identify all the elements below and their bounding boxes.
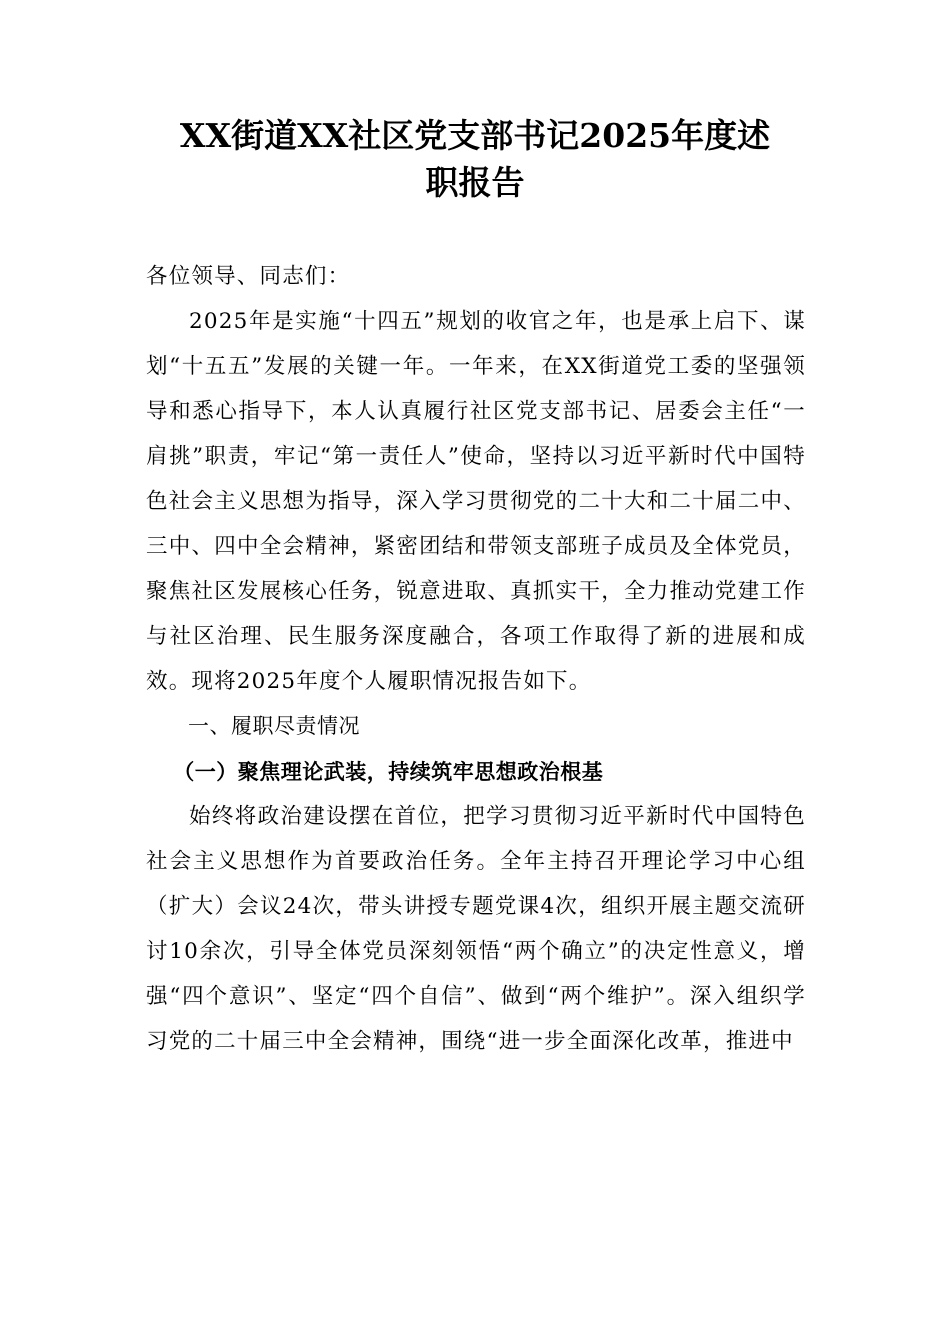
paragraph-1-1: 始终将政治建设摆在首位，把学习贯彻习近平新时代中国特色社会主义思想作为首要政治任务。全年主持召开理论学习中心组（扩大）会议24次，带头讲授专题党课4次，组织开展主题交流研讨10余次，引导全体党员深刻领悟“两个确立”的决定性意义，增强“四个意识”、坚定“四个自信”、做到“两个维护”。深入组织学习党的二十届三中全会精神，围绕“进一步全面深化改革，推进中 bbox=[146, 804, 806, 1054]
salutation: 各位领导、同志们： bbox=[146, 264, 351, 289]
title-line-2: 职报告 bbox=[425, 163, 525, 202]
title-line-1: XX街道XX社区党支部书记2025年度述 bbox=[179, 116, 771, 155]
document-body bbox=[146, 254, 806, 1064]
section-heading-1: 一、履职尽责情况 bbox=[188, 714, 360, 738]
document-title bbox=[130, 112, 820, 206]
paragraph-intro: 2025年是实施“十四五”规划的收官之年，也是承上启下、谋划“十五五”发展的关键一年。一年来，在XX街道党工委的坚强领导和悉心指导下，本人认真履行社区党支部书记、居委会主任“一肩挑”职责，牢记“第一责任人”使命，坚持以习近平新时代中国特色社会主义思想为指导，深入学习贯彻党的二十大和二十届二中、三中、四中全会精神，紧密团结和带领支部班子成员及全体党员，聚焦社区发展核心任务，锐意进取、真抓实干，全力推动党建工作与社区治理、民生服务深度融合，各项工作取得了新的进展和成效。现将2025年度个人履职情况报告如下。 bbox=[146, 309, 806, 694]
subsection-heading-1-1: （一）聚焦理论武装，持续筑牢思想政治根基 bbox=[173, 759, 604, 784]
